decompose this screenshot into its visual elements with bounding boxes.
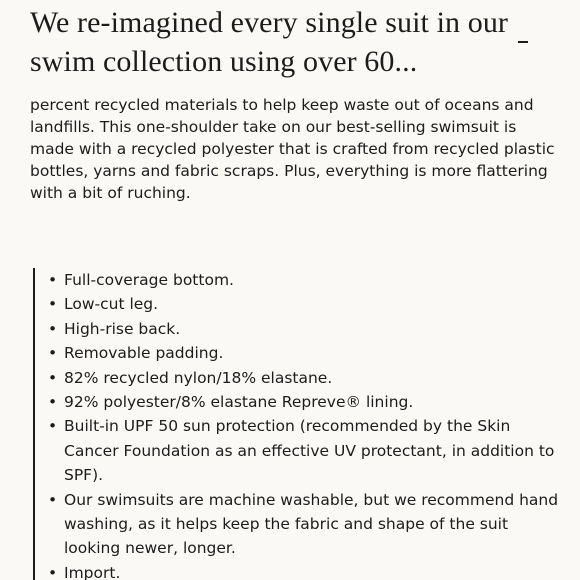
feature-item — [48, 414, 565, 487]
feature-item — [48, 268, 565, 292]
feature-item — [48, 292, 565, 316]
feature-text: Our swimsuits are machine washable, but we recommend hand washing, as it helps keep the fabric and shape of the suit looking newer, longer. — [64, 490, 559, 558]
feature-text: Import. — [64, 563, 121, 580]
bullet-icon: • — [48, 563, 58, 580]
feature-item — [48, 390, 565, 414]
feature-list-block — [33, 268, 565, 580]
feature-text: Built-in UPF 50 sun protection (recommended by the Skin Cancer Foundation as an effective UV protectant, in addition to SPF). — [64, 417, 555, 485]
bullet-icon: • — [48, 417, 58, 436]
bullet-icon: • — [48, 393, 58, 412]
bullet-icon: • — [48, 368, 58, 387]
feature-text: 92% polyester/8% elastane Repreve® lining. — [64, 393, 414, 412]
bullet-icon: • — [48, 271, 58, 289]
dash-mark — [518, 41, 528, 43]
feature-item — [48, 341, 565, 365]
product-headline: We re-imagined every single suit in our swim collection using over 60... — [30, 6, 509, 78]
bullet-icon: • — [48, 344, 58, 363]
feature-text: 82% recycled nylon/18% elastane. — [64, 368, 333, 387]
product-description: percent recycled materials to help keep waste out of oceans and landfills. This one-shoulder take on our best-selling swimsuit is made with a recycled polyester that is crafted from recycled plastic bottles, yarns and fabric scraps. Plus, everything is more flattering with a bit of ruching. — [30, 96, 555, 202]
feature-item — [48, 561, 565, 580]
feature-text: High-rise back. — [64, 319, 181, 338]
feature-text: Low-cut leg. — [64, 295, 159, 314]
bullet-icon: • — [48, 319, 58, 338]
feature-item — [48, 317, 565, 341]
feature-item — [48, 488, 565, 561]
bullet-icon: • — [48, 295, 58, 314]
feature-text: Removable padding. — [64, 344, 224, 363]
feature-list — [35, 268, 565, 580]
bullet-icon: • — [48, 490, 58, 509]
feature-item — [48, 366, 565, 390]
feature-text: Full-coverage bottom. — [64, 271, 234, 289]
